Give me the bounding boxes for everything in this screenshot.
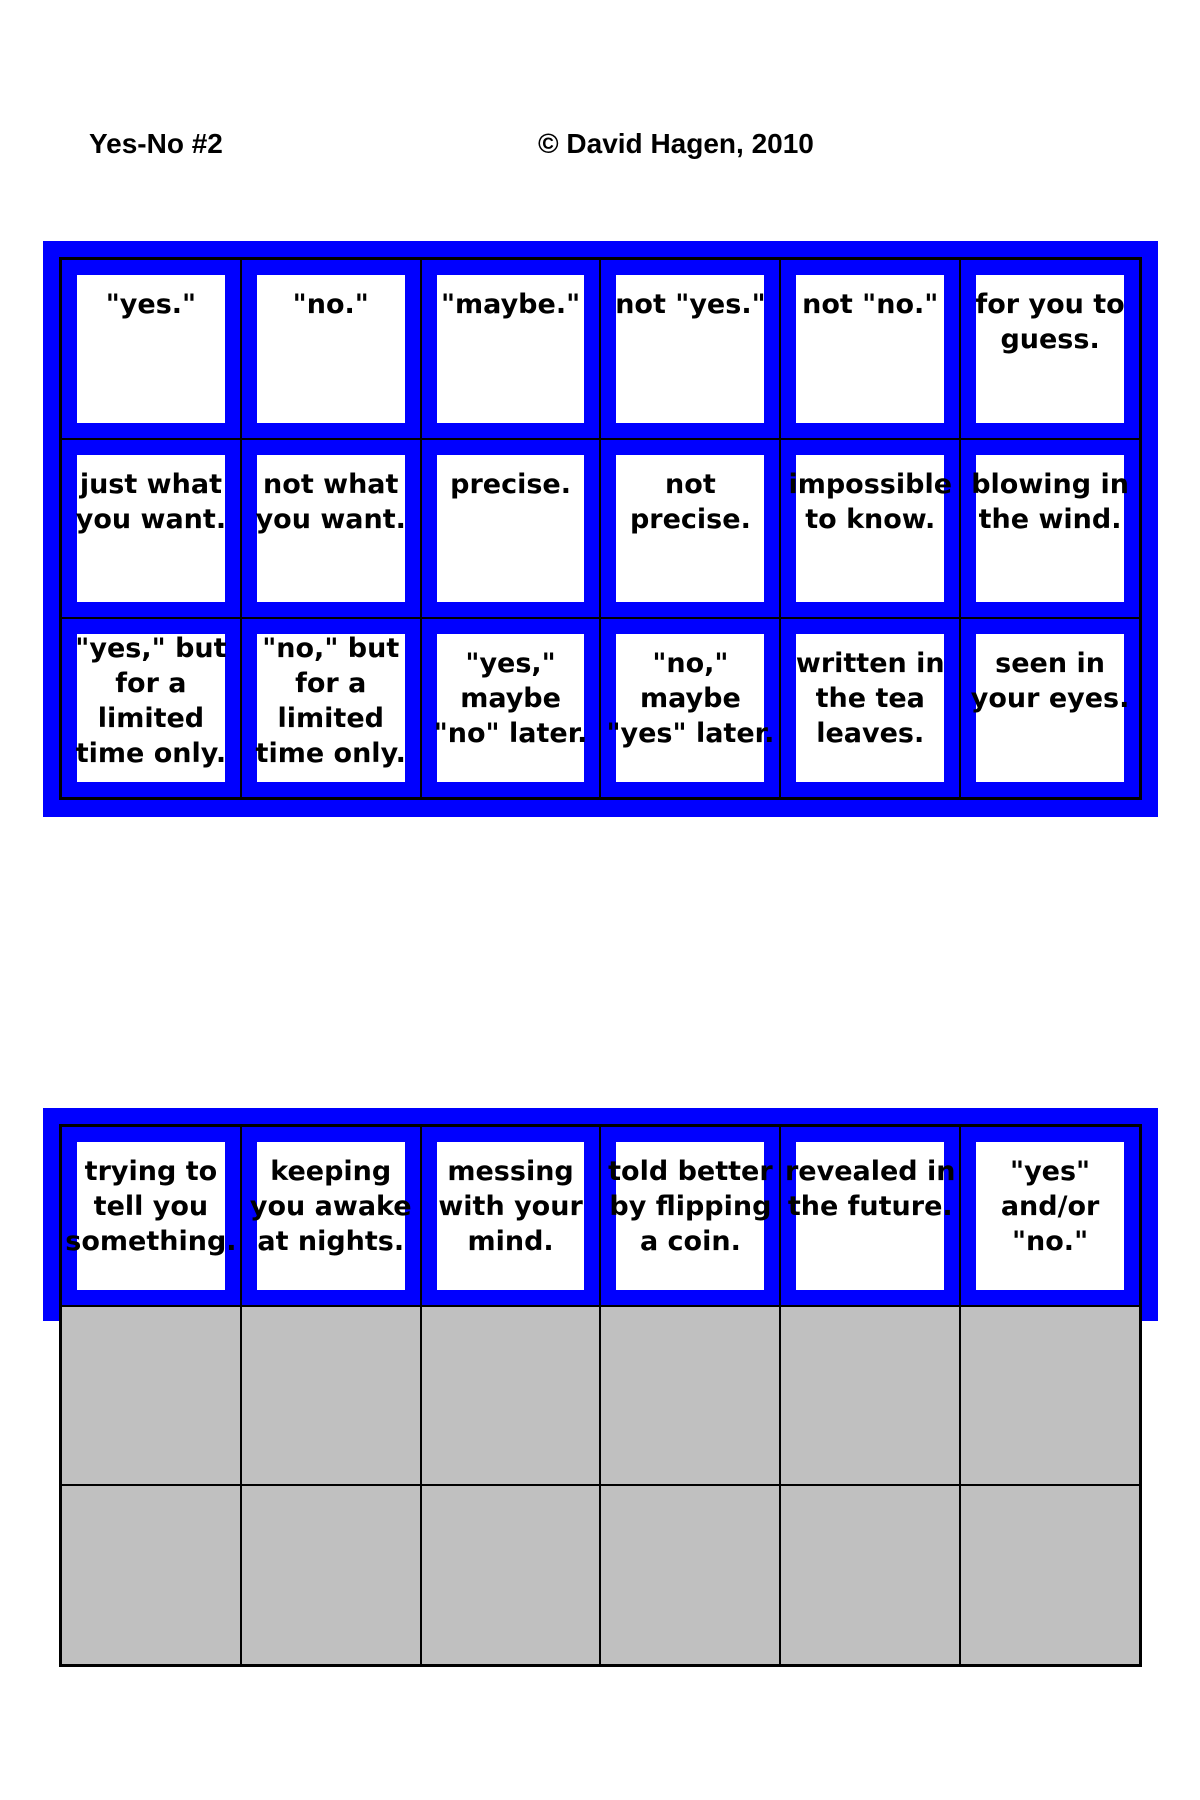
puzzle-card[interactable]: [606, 634, 775, 782]
puzzle-card[interactable]: [249, 1142, 412, 1290]
card-text: blowing in the wind.: [971, 468, 1129, 535]
puzzle-card[interactable]: [796, 634, 944, 782]
card-text: seen in your eyes.: [970, 648, 1130, 715]
empty-slot[interactable]: [241, 1306, 421, 1486]
card-text: revealed in the future.: [784, 1156, 956, 1222]
board-cell: [241, 618, 421, 798]
empty-slot[interactable]: [960, 1485, 1140, 1665]
board-cell: [960, 439, 1140, 619]
puzzle-card[interactable]: [257, 455, 405, 603]
puzzle-card[interactable]: [796, 275, 944, 423]
empty-slot[interactable]: [241, 1485, 421, 1665]
top-board-grid: [59, 257, 1142, 800]
puzzle-card[interactable]: [788, 455, 953, 603]
puzzle-card[interactable]: [77, 634, 225, 782]
puzzle-card[interactable]: [437, 455, 585, 603]
board-cell: [421, 259, 601, 439]
puzzle-card[interactable]: [971, 455, 1129, 603]
puzzle-card[interactable]: [65, 1142, 237, 1290]
empty-slot[interactable]: [61, 1306, 241, 1486]
card-text: keeping you awake at nights.: [249, 1156, 412, 1257]
card-text: for you to guess.: [975, 289, 1125, 355]
card-text: just what you want.: [75, 468, 227, 535]
board-cell: [960, 1126, 1140, 1306]
puzzle-card[interactable]: [608, 1142, 773, 1290]
card-text: not "no.": [802, 289, 939, 320]
puzzle-card[interactable]: [77, 275, 225, 423]
empty-slot[interactable]: [960, 1306, 1140, 1486]
puzzle-card[interactable]: [976, 1142, 1124, 1290]
card-text: not precise.: [629, 468, 751, 535]
card-text: trying to tell you something.: [65, 1156, 237, 1257]
card-text: impossible to know.: [788, 468, 953, 535]
board-cell: [780, 259, 960, 439]
card-text: messing with your mind.: [438, 1156, 583, 1257]
board-cell: [600, 439, 780, 619]
puzzle-card[interactable]: [433, 634, 588, 782]
puzzle-card[interactable]: [77, 455, 225, 603]
board-cell: [241, 1126, 421, 1306]
board-cell: [61, 259, 241, 439]
card-text: "yes," maybe "no" later.: [433, 648, 588, 750]
board-cell: [960, 618, 1140, 798]
puzzle-card[interactable]: [616, 455, 764, 603]
board-cell: [241, 259, 421, 439]
card-text: told better by flipping a coin.: [608, 1156, 773, 1257]
puzzle-card[interactable]: [616, 275, 764, 423]
card-text: "maybe.": [440, 289, 581, 320]
card-text: "no," maybe "yes" later.: [606, 648, 775, 750]
card-text: precise.: [450, 468, 571, 500]
board-cell: [61, 439, 241, 619]
board-cell: [61, 1126, 241, 1306]
puzzle-card[interactable]: [976, 275, 1124, 423]
card-text: "no," but for a limited time only.: [255, 633, 406, 770]
board-cell: [600, 259, 780, 439]
board-cell: [780, 1126, 960, 1306]
board-cell: [960, 259, 1140, 439]
board-cell: [780, 618, 960, 798]
board-cell: [421, 439, 601, 619]
empty-slot[interactable]: [600, 1485, 780, 1665]
card-text: "yes.": [105, 289, 197, 320]
empty-slot[interactable]: [421, 1306, 601, 1486]
board-cell: [61, 618, 241, 798]
copyright-notice: © David Hagen, 2010: [538, 128, 814, 159]
puzzle-title: Yes-No #2: [89, 128, 223, 159]
board-cell: [421, 618, 601, 798]
puzzle-card[interactable]: [437, 275, 585, 423]
board-cell: [780, 439, 960, 619]
puzzle-card[interactable]: [784, 1142, 956, 1290]
card-text: "yes" and/or "no.": [1000, 1156, 1100, 1257]
puzzle-card[interactable]: [257, 634, 405, 782]
card-text: "no.": [292, 289, 369, 320]
board-cell: [421, 1126, 601, 1306]
puzzle-card[interactable]: [970, 634, 1130, 782]
card-text: not what you want.: [255, 468, 406, 535]
empty-slot[interactable]: [600, 1306, 780, 1486]
puzzle-card[interactable]: [437, 1142, 585, 1290]
empty-slot[interactable]: [780, 1306, 960, 1486]
card-text: not "yes.": [615, 289, 766, 320]
empty-slot[interactable]: [61, 1485, 241, 1665]
card-text: written in the tea leaves.: [795, 648, 945, 750]
puzzle-card[interactable]: [257, 275, 405, 423]
board-cell: [600, 618, 780, 798]
board-cell: [241, 439, 421, 619]
empty-slot[interactable]: [780, 1485, 960, 1665]
bottom-board-grid: [59, 1124, 1142, 1667]
card-text: "yes," but for a limited time only.: [75, 633, 227, 770]
empty-slot[interactable]: [421, 1485, 601, 1665]
board-cell: [600, 1126, 780, 1306]
